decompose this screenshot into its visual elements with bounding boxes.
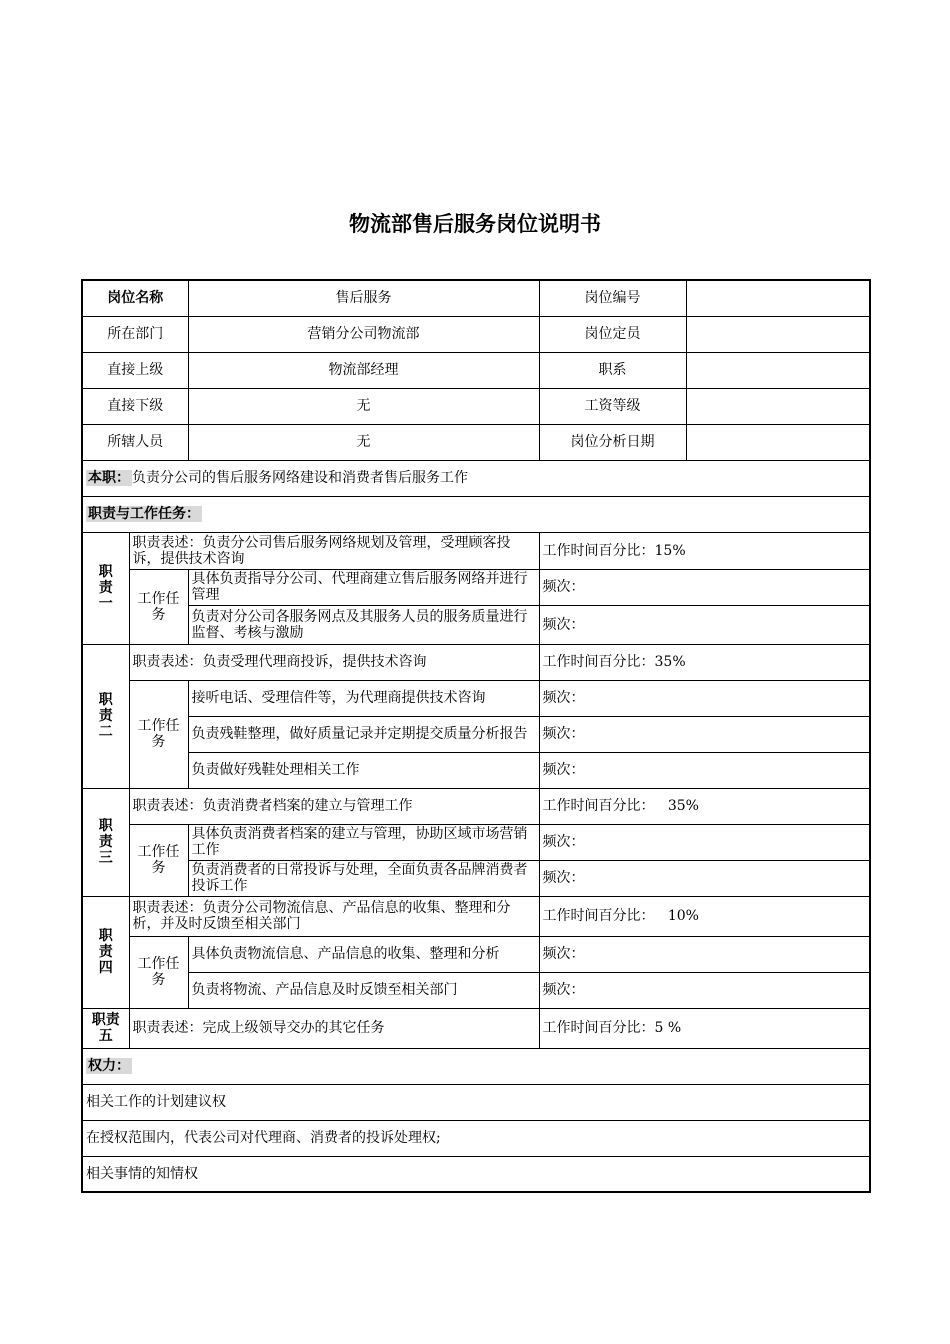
duty-2-task-row (82, 716, 870, 752)
duty-2-task-row (82, 680, 870, 716)
duty-2-task-1-frequency: 频次： (539, 680, 870, 716)
duty-5-description-row (82, 1008, 870, 1048)
authority-heading: 权力： (88, 1058, 130, 1074)
duty-1-description: 职责表述：负责分公司售后服务网络规划及管理，受理顾客投诉，提供技术咨询 (129, 532, 539, 569)
authority-row (82, 1156, 870, 1192)
duty-3-task-2: 负责消费者的日常投诉与处理，全面负责各品牌消费者投诉工作 (188, 860, 539, 896)
duty-1-label: 职 责 一 (82, 532, 129, 644)
duty-2-task-row (82, 752, 870, 788)
authority-row (82, 1120, 870, 1156)
superior-value: 物流部经理 (188, 352, 539, 388)
duty-2-task-2-frequency: 频次： (539, 716, 870, 752)
authority-heading-row (82, 1048, 870, 1084)
authority-item-3: 相关事情的知情权 (82, 1156, 870, 1192)
department-value: 营销分公司物流部 (188, 316, 539, 352)
job-series-label: 职系 (539, 352, 686, 388)
duty-3-description: 职责表述：负责消费者档案的建立与管理工作 (129, 788, 539, 824)
job-series-value (686, 352, 870, 388)
duties-heading-row (82, 496, 870, 532)
duty-3-label: 职 责 三 (82, 788, 129, 896)
duty-1-task-row (82, 605, 870, 644)
staff-label: 所辖人员 (82, 424, 188, 460)
document-title: 物流部售后服务岗位说明书 (349, 212, 601, 236)
duties-heading: 职责与工作任务： (88, 506, 200, 522)
duty-1-task-label: 工作任务 (129, 569, 188, 644)
duty-2-time-percent: 工作时间百分比：35% (539, 644, 870, 680)
info-row-department (82, 316, 870, 352)
duty-4-task-row (82, 936, 870, 972)
duty-4-task-1: 具体负责物流信息、产品信息的收集、整理和分析 (188, 936, 539, 972)
duty-2-task-2: 负责残鞋整理，做好质量记录并定期提交质量分析报告 (188, 716, 539, 752)
duty-3-time-percent: 工作时间百分比： 35% (539, 788, 870, 824)
job-description-table (81, 279, 871, 1193)
duty-4-label: 职 责 四 (82, 896, 129, 1008)
authority-row (82, 1084, 870, 1120)
authority-item-1: 相关工作的计划建议权 (82, 1084, 870, 1120)
position-name-value: 售后服务 (188, 280, 539, 316)
position-number-label: 岗位编号 (539, 280, 686, 316)
analysis-date-label: 岗位分析日期 (539, 424, 686, 460)
duty-5-time-percent: 工作时间百分比：5 % (539, 1008, 870, 1048)
analysis-date-value (686, 424, 870, 460)
duty-3-task-2-frequency: 频次： (539, 860, 870, 896)
duty-2-description: 职责表述：负责受理代理商投诉，提供技术咨询 (129, 644, 539, 680)
headcount-label: 岗位定员 (539, 316, 686, 352)
duty-3-task-1: 具体负责消费者档案的建立与管理，协助区域市场营销工作 (188, 824, 539, 860)
duty-3-description-row (82, 788, 870, 824)
staff-value: 无 (188, 424, 539, 460)
duty-4-description: 职责表述：负责分公司物流信息、产品信息的收集、整理和分析，并及时反馈至相关部门 (129, 896, 539, 936)
duty-3-task-label: 工作任务 (129, 824, 188, 896)
duty-4-task-label: 工作任务 (129, 936, 188, 1008)
duty-3-task-row (82, 860, 870, 896)
duty-2-task-3-frequency: 频次： (539, 752, 870, 788)
duty-1-time-percent: 工作时间百分比：15% (539, 532, 870, 569)
duty-4-task-2-frequency: 频次： (539, 972, 870, 1008)
salary-grade-label: 工资等级 (539, 388, 686, 424)
info-row-staff (82, 424, 870, 460)
duty-1-description-row (82, 532, 870, 569)
salary-grade-value (686, 388, 870, 424)
duty-2-task-3: 负责做好残鞋处理相关工作 (188, 752, 539, 788)
duty-1-task-1-frequency: 频次： (539, 569, 870, 605)
info-row-superior (82, 352, 870, 388)
headcount-value (686, 316, 870, 352)
duty-5-description: 职责表述：完成上级领导交办的其它任务 (129, 1008, 539, 1048)
info-row-position-name (82, 280, 870, 316)
duty-1-task-2-frequency: 频次： (539, 605, 870, 644)
main-duty-label: 本职： (88, 470, 130, 486)
info-row-subordinate (82, 388, 870, 424)
main-duty-row (82, 460, 870, 496)
duty-1-task-1: 具体负责指导分公司、代理商建立售后服务网络并进行管理 (188, 569, 539, 605)
duty-3-task-row (82, 824, 870, 860)
duty-4-time-percent: 工作时间百分比： 10% (539, 896, 870, 936)
duty-4-task-row (82, 972, 870, 1008)
duty-4-description-row (82, 896, 870, 936)
duty-3-task-1-frequency: 频次： (539, 824, 870, 860)
duty-1-task-row (82, 569, 870, 605)
subordinate-label: 直接下级 (82, 388, 188, 424)
duty-4-task-1-frequency: 频次： (539, 936, 870, 972)
department-label: 所在部门 (82, 316, 188, 352)
duty-2-task-1: 接听电话、受理信件等，为代理商提供技术咨询 (188, 680, 539, 716)
main-duty-text: 负责分公司的售后服务网络建设和消费者售后服务工作 (132, 470, 468, 486)
duty-1-task-2: 负责对分公司各服务网点及其服务人员的服务质量进行监督、考核与激励 (188, 605, 539, 644)
position-number-value (686, 280, 870, 316)
authority-item-2: 在授权范围内，代表公司对代理商、消费者的投诉处理权; (82, 1120, 870, 1156)
superior-label: 直接上级 (82, 352, 188, 388)
duty-2-task-label: 工作任务 (129, 680, 188, 788)
duty-5-label: 职责 五 (82, 1008, 129, 1048)
duty-2-label: 职 责 二 (82, 644, 129, 788)
subordinate-value: 无 (188, 388, 539, 424)
position-name-label: 岗位名称 (82, 280, 188, 316)
duty-2-description-row (82, 644, 870, 680)
duty-4-task-2: 负责将物流、产品信息及时反馈至相关部门 (188, 972, 539, 1008)
